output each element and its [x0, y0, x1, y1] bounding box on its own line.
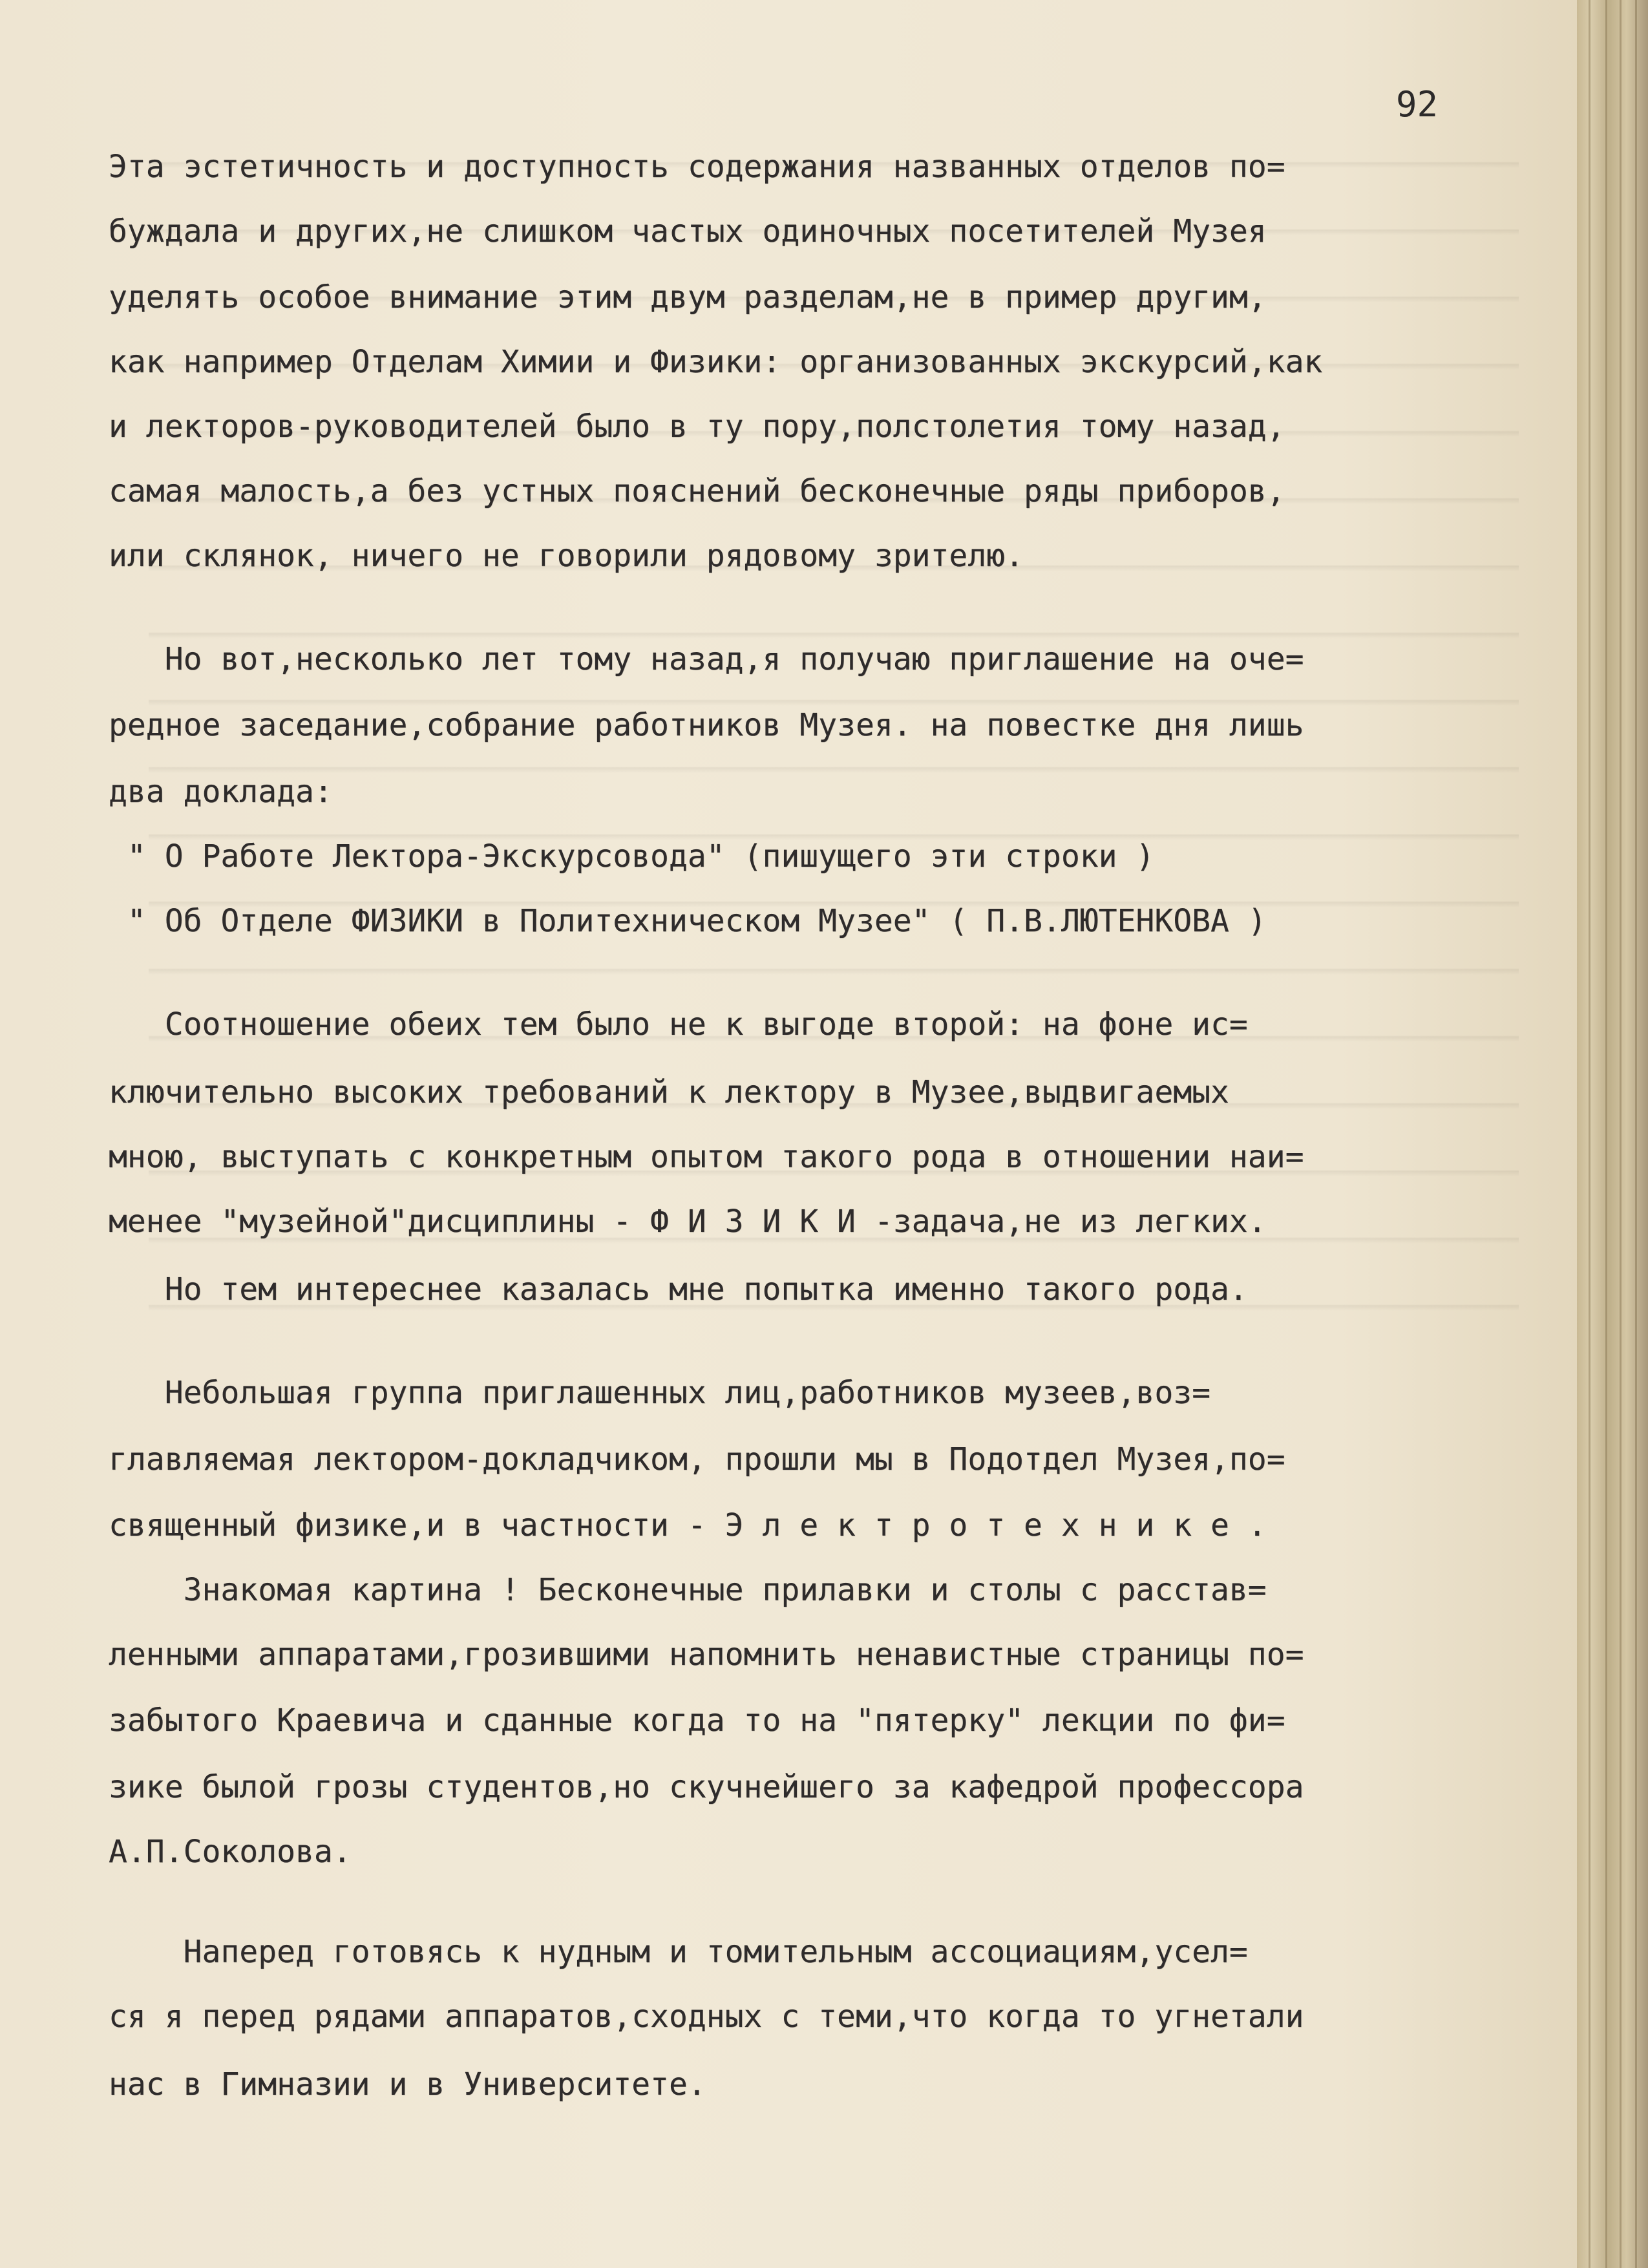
typed-line: главляемая лектором-докладчиком, прошли мы в Подотдел Музея,по=	[109, 1441, 1285, 1478]
typed-line: ленными аппаратами,грозившими напомнить ненавистные страницы по=	[109, 1637, 1304, 1673]
typed-line: буждала и других,не слишком частых одиночных посетителей Музея	[109, 213, 1267, 249]
typed-line: Небольшая группа приглашенных лиц,работников музеев,воз=	[109, 1375, 1211, 1411]
typed-line: священный физике,и в частности - Э л е к т р о т е х н и к е .	[109, 1507, 1267, 1543]
typed-line: самая малость,а без устных пояснений бесконечные ряды приборов,	[109, 473, 1285, 509]
page-number: 92	[1396, 84, 1439, 125]
typed-line: и лекторов-руководителей было в ту пору,полстолетия тому назад,	[109, 408, 1285, 445]
typed-line: ся я перед рядами аппаратов,сходных с теми,что когда то угнетали	[109, 1998, 1304, 2035]
typed-line: А.П.Соколова.	[109, 1834, 352, 1870]
typed-line: забытого Краевича и сданные когда то на "пятерку" лекции по фи=	[109, 1702, 1285, 1739]
typed-line: мною, выступать с конкретным опытом такого рода в отношении наи=	[109, 1139, 1304, 1175]
typed-line: два доклада:	[109, 774, 333, 810]
stacked-page-edges	[1577, 0, 1648, 2268]
typed-line: Но вот,несколько лет тому назад,я получаю приглашение на оче=	[109, 641, 1304, 677]
typed-line: Но тем интереснее казалась мне попытка именно такого рода.	[109, 1271, 1248, 1308]
typed-line: Наперед готовясь к нудным и томительным ассоциациям,усел=	[109, 1934, 1248, 1970]
typed-line: " О Работе Лектора-Экскурсовода" (пишущего эти строки )	[109, 838, 1155, 874]
typed-line: менее "музейной"дисциплины - Ф И З И К И -задача,не из легких.	[109, 1203, 1267, 1240]
typed-line: ключительно высоких требований к лектору в Музее,выдвигаемых	[109, 1074, 1229, 1110]
typed-line: нас в Гимназии и в Университете.	[109, 2066, 706, 2103]
typed-line: зике былой грозы студентов,но скучнейшего за кафедрой профессора	[109, 1769, 1304, 1805]
typed-line: редное заседание,собрание работников Музея. на повестке дня лишь	[109, 707, 1304, 743]
typed-line: уделять особое внимание этим двум разделам,не в пример другим,	[109, 279, 1267, 315]
typed-line: " Об Отделе ФИЗИКИ в Политехническом Музее" ( П.В.ЛЮТЕНКОВА )	[109, 903, 1267, 939]
typed-line: или склянок, ничего не говорили рядовому зрителю.	[109, 538, 1024, 574]
typed-line: как например Отделам Химии и Физики: организованных экскурсий,как	[109, 344, 1323, 380]
typed-line: Соотношение обеих тем было не к выгоде второй: на фоне ис=	[109, 1006, 1248, 1043]
typed-line: Эта эстетичность и доступность содержания названных отделов по=	[109, 149, 1285, 185]
typed-line: Знакомая картина ! Бесконечные прилавки и столы с расстав=	[109, 1572, 1267, 1608]
